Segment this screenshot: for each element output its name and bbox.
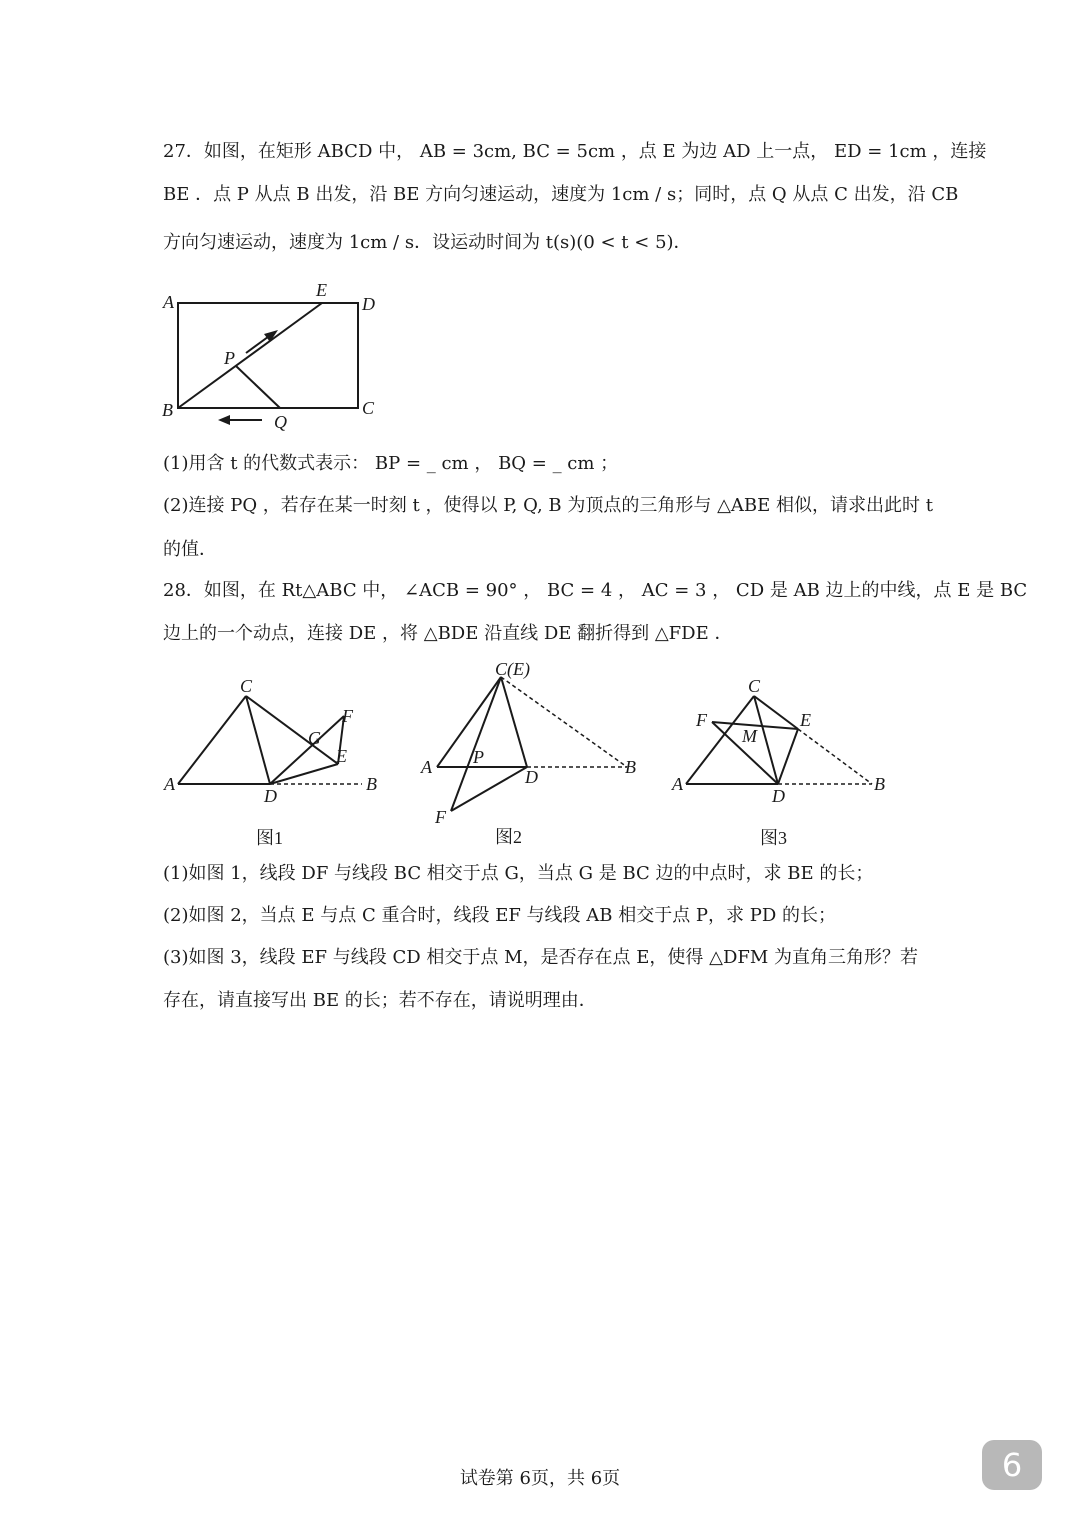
seg-cd: [246, 696, 270, 784]
q28-part-3-line-2: 存在，请直接写出 BE 的长；若不存在，请说明理由．: [163, 990, 597, 1011]
fig1-label-d: D: [264, 786, 277, 806]
q27-part-1: (1)用含 t 的代数式表示： BP = _ cm ， BQ = _ cm ；: [163, 453, 619, 474]
label-c: C: [362, 398, 375, 418]
fig1-label-e: E: [336, 746, 347, 766]
fig1-label-g: G: [308, 728, 321, 748]
seg-cd: [501, 677, 527, 767]
q28-figure-2: [415, 655, 655, 855]
fig3-label-f: F: [696, 710, 707, 730]
q27-line-2: BE ．点 P 从点 B 出发，沿 BE 方向匀速运动，速度为 1cm / s；同时，点 Q 从点 C 出发，沿 CB: [163, 184, 959, 205]
fig3-label-d: D: [772, 786, 785, 806]
fig3-label-b: B: [874, 774, 885, 794]
q28-part-2: (2)如图 2，当点 E 与点 C 重合时，线段 EF 与线段 AB 相交于点 P，求 PD 的长；: [163, 905, 837, 926]
seg-ce: [754, 696, 798, 729]
seg-ac: [178, 696, 246, 784]
arrow-left-head: [218, 415, 230, 425]
rect-abcd: [178, 303, 358, 408]
label-p: P: [224, 348, 235, 368]
seg-eb-dashed: [798, 729, 872, 784]
seg-de: [778, 729, 798, 784]
fig3-label-m: M: [742, 726, 757, 746]
fig3-label-e: E: [800, 710, 811, 730]
fig2-label-f: F: [435, 807, 446, 827]
fig2-label-p: P: [473, 747, 484, 767]
seg-cd: [754, 696, 778, 784]
q27-line-1: 27．如图，在矩形 ABCD 中， AB = 3cm, BC = 5cm ，点 E 为边 AD 上一点， ED = 1cm ，连接: [163, 141, 987, 162]
q27-part-2-line-2: 的值．: [163, 539, 217, 560]
q27-line-3: 方向匀速运动，速度为 1cm / s．设运动时间为 t(s)(0 < t < 5)．: [163, 232, 692, 253]
fig1-label-f: F: [342, 706, 353, 726]
fig1-label-b: B: [366, 774, 377, 794]
fig3-caption: 图3: [760, 828, 787, 848]
q28-figure-1: [160, 672, 400, 852]
seg-cf: [451, 677, 501, 811]
segment-pq: [236, 366, 280, 408]
fig2-label-d: D: [525, 767, 538, 787]
seg-ce: [246, 696, 338, 764]
fig3-label-c: C: [748, 676, 761, 696]
fig2-label-b: B: [625, 757, 636, 777]
label-a: A: [163, 292, 174, 312]
fig3-label-a: A: [672, 774, 683, 794]
label-e: E: [316, 280, 327, 300]
page-footer: 试卷第 6页，共 6页: [459, 1468, 621, 1489]
fig2-caption: 图2: [495, 827, 522, 847]
seg-fd: [451, 767, 527, 811]
label-q: Q: [274, 412, 287, 432]
label-d: D: [362, 294, 375, 314]
q27-part-2-line-1: (2)连接 PQ ，若存在某一时刻 t ，使得以 P, Q, B 为顶点的三角形与 △ABE 相似，请求出此时 t: [163, 495, 933, 516]
fig1-label-a: A: [164, 774, 175, 794]
q27-figure: [150, 278, 400, 438]
fig1-caption: 图1: [256, 828, 283, 848]
fig2-label-ce: C(E): [495, 659, 530, 679]
q28-figure-3: [668, 672, 908, 852]
segment-be: [178, 303, 322, 408]
page-number-badge: 6: [982, 1440, 1042, 1490]
q28-line-2: 边上的一个动点，连接 DE ，将 △BDE 沿直线 DE 翻折得到 △FDE ．: [163, 623, 733, 644]
q28-part-1: (1)如图 1，线段 DF 与线段 BC 相交于点 G，当点 G 是 BC 边的中点时，求 BE 的长；: [163, 863, 874, 884]
label-b: B: [162, 400, 173, 420]
q28-line-1: 28．如图，在 Rt△ABC 中， ∠ACB = 90° ， BC = 4 ， AC = 3 ， CD 是 AB 边上的中线，点 E 是 BC: [163, 580, 1028, 601]
fig2-label-a: A: [421, 757, 432, 777]
fig1-label-c: C: [240, 676, 253, 696]
seg-cb-dashed: [501, 677, 627, 767]
q28-part-3-line-1: (3)如图 3，线段 EF 与线段 CD 相交于点 M，是否存在点 E，使得 △DFM 为直角三角形？若: [163, 947, 919, 968]
seg-ca: [437, 677, 501, 767]
